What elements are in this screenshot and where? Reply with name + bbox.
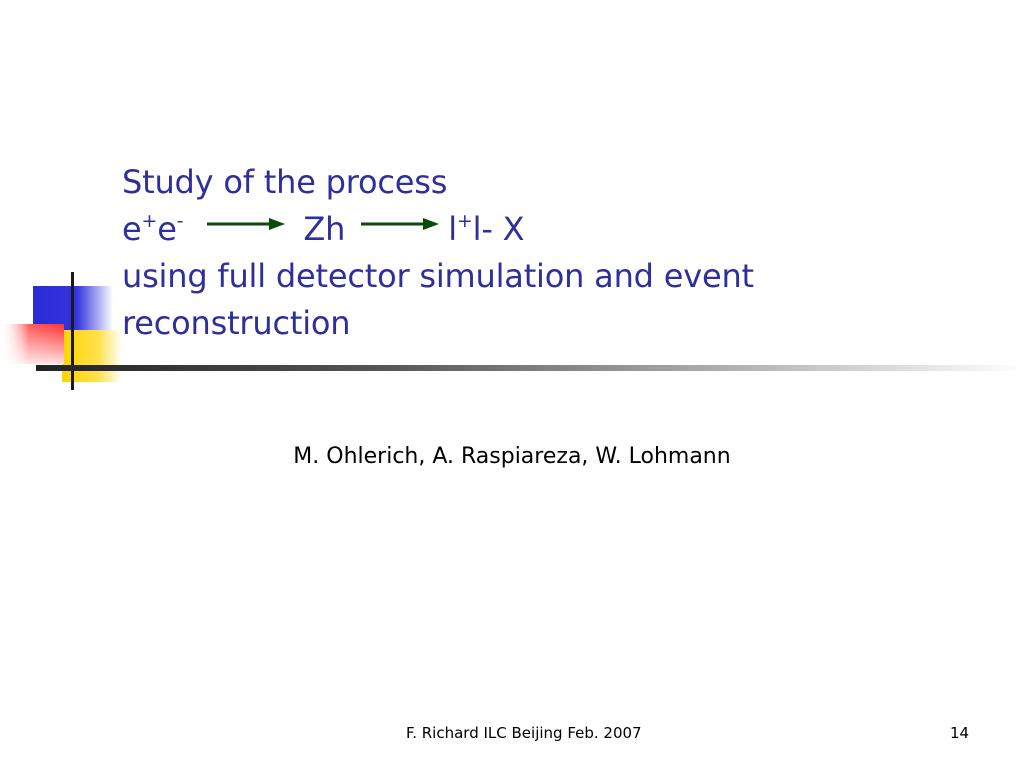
arrow-right-icon — [207, 217, 285, 231]
page-number: 14 — [950, 724, 970, 742]
plus-superscript: + — [141, 210, 158, 232]
arrow-right-icon — [361, 217, 439, 231]
title-line-1: Study of the process — [122, 163, 448, 201]
horizontal-rule — [36, 365, 1024, 371]
final-state: l- X — [472, 210, 525, 248]
positron-symbol: e — [157, 210, 177, 248]
minus-superscript: - — [176, 210, 184, 232]
lepton-symbol: l — [448, 210, 457, 248]
plus-superscript: + — [456, 210, 473, 232]
zh-symbol: Zh — [303, 210, 346, 248]
process-equation — [122, 206, 902, 253]
electron-symbol: e — [122, 210, 142, 248]
title-line-4: reconstruction — [122, 304, 351, 342]
author-list — [0, 444, 1024, 469]
footer-text: F. Richard ILC Beijing Feb. 2007 — [406, 724, 642, 742]
title-line-3: using full detector simulation and event — [122, 257, 754, 295]
authors-text: M. Ohlerich, A. Raspiareza, W. Lohmann — [293, 444, 731, 469]
slide-title — [122, 159, 902, 347]
vertical-rule — [71, 272, 74, 390]
red-square — [0, 324, 64, 364]
